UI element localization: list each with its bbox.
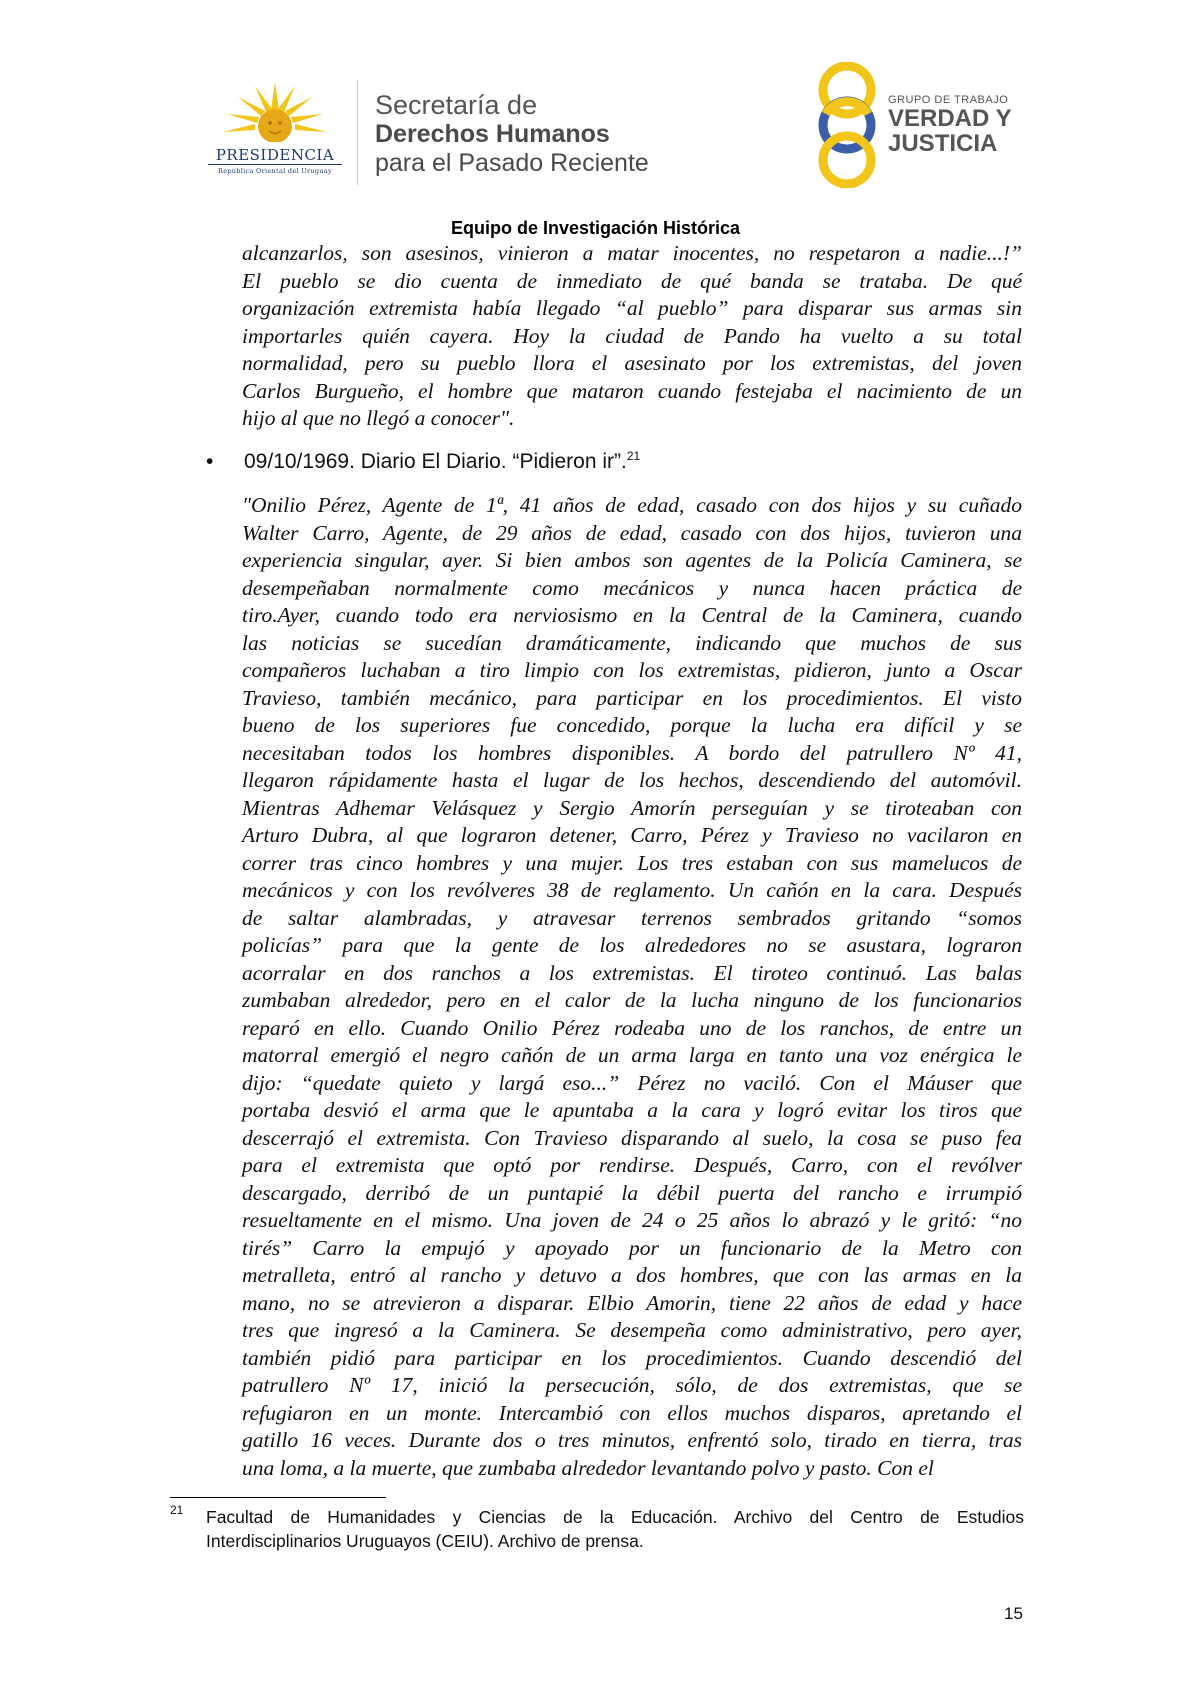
quote-line: hijo al que no llegó a conocer". <box>242 406 515 430</box>
quote-line: bueno de los superiores fue concedido, porque la lucha era difícil y se <box>242 713 1022 737</box>
quote-line: Carlos Burgueño, el hombre que mataron cuando festejaba el nacimiento de un <box>242 378 1022 403</box>
verdad-justicia-logo <box>812 62 1032 188</box>
quote-block-2 <box>242 492 1022 1482</box>
verdad-label: VERDAD Y <box>888 105 1012 132</box>
grupo-label: GRUPO DE TRABAJO <box>888 94 1009 106</box>
header-divider <box>357 80 358 185</box>
quote-line: Walter Carro, Agente, de 29 años de edad, casado con dos hijos, tuvieron una <box>242 520 1022 545</box>
quote-line: resueltamente en el mismo. Una joven de 24 o 25 años lo abrazó y le gritó: “no <box>242 1208 1022 1232</box>
quote-line: una loma, a la muerte, que zumbaba alrededor levantando polvo y pasto. Con el <box>242 1455 934 1480</box>
quote-line: tiro.Ayer, cuando todo era nerviosismo en la Central de la Caminera, cuando <box>242 603 1022 627</box>
footnote-text <box>206 1505 1024 1553</box>
quote-line: las noticias se sucedían dramáticamente, indicando que muchos de sus <box>242 630 1022 655</box>
footnote-number: 21 <box>170 1503 184 1517</box>
quote-line: organización extremista había llegado “al pueblo” para disparar sus armas sin <box>242 296 1022 320</box>
quote-line: mano, no se atrevieron a disparar. Elbio Amorin, tiene 22 años de edad y hace <box>242 1290 1022 1315</box>
quote-line: acorralar en dos ranchos a los extremistas. El tiroteo continuó. Las balas <box>242 960 1022 985</box>
footnote-line: Interdisciplinarios Uruguayos (CEIU). Archivo de prensa. <box>206 1531 644 1551</box>
presidencia-logo <box>200 80 350 180</box>
secretaria-line-3: para el Pasado Reciente <box>375 149 649 177</box>
quote-line: compañeros luchaban a tiro limpio con los extremistas, pidieron, junto a Oscar <box>242 658 1022 682</box>
footnote-rule <box>170 1497 386 1498</box>
presidencia-sublabel: República Oriental del Uruguay <box>218 167 332 175</box>
quote-line: llegaron rápidamente hasta el lugar de los hechos, descendiendo del automóvil. <box>242 768 1022 792</box>
presidencia-label: PRESIDENCIA <box>215 146 335 164</box>
quote-line: portaba desvió el arma que le apuntaba a la cara y logró evitar los tiros que <box>242 1098 1022 1122</box>
quote-line: patrullero Nº 17, inició la persecución, sólo, de dos extremistas, que se <box>242 1373 1022 1397</box>
quote-line: normalidad, pero su pueblo llora el asesinato por los extremistas, del joven <box>242 351 1022 375</box>
quote-line: Arturo Dubra, al que lograron detener, Carro, Pérez y Travieso no vacilaron en <box>242 823 1022 847</box>
footnote-ref[interactable]: 21 <box>626 449 641 463</box>
quote-block-1 <box>242 240 1022 433</box>
quote-line: gatillo 16 veces. Durante dos o tres minutos, enfrentó solo, tirado en tierra, tras <box>242 1428 1022 1452</box>
quote-line: metralleta, entró al rancho y detuvo a dos hombres, que con las armas en la <box>242 1263 1022 1287</box>
quote-line: policías” para que la gente de los alrededores no se asustara, lograron <box>242 933 1022 957</box>
page-number: 15 <box>1004 1604 1023 1623</box>
team-title: Equipo de Investigación Histórica <box>450 218 741 238</box>
quote-line: Travieso, también mecánico, para participar en los procedimientos. El visto <box>242 685 1022 710</box>
quote-line: de saltar alambradas, y atravesar terrenos sembrados gritando “somos <box>242 905 1022 930</box>
quote-line: importarles quién cayera. Hoy la ciudad de Pando ha vuelto a su total <box>242 323 1022 348</box>
quote-line: para el extremista que optó por rendirse. Después, Carro, con el revólver <box>242 1153 1022 1177</box>
rings-icon <box>812 62 882 188</box>
quote-line: zumbaban alrededor, pero en el calor de la lucha ninguno de los funcionarios <box>242 988 1022 1012</box>
secretaria-title <box>375 91 649 178</box>
secretaria-line-1: Secretaría de <box>375 90 538 120</box>
quote-line: descargado, derribó de un puntapié la débil puerta del rancho e irrumpió <box>242 1180 1022 1205</box>
quote-line: necesitaban todos los hombres disponibles. A bordo del patrullero Nº 41, <box>242 740 1022 765</box>
footnote-line: Facultad de Humanidades y Ciencias de la Educación. Archivo del Centro de Estudios <box>206 1507 1024 1527</box>
quote-line: descerrajó el extremista. Con Travieso disparando al suelo, la cosa se puso fea <box>242 1125 1022 1150</box>
quote-line: tirés” Carro la empujó y apoyado por un funcionario de la Metro con <box>242 1235 1022 1260</box>
bullet-item <box>206 449 640 474</box>
verdad-justicia-text <box>888 94 1012 156</box>
quote-line: "Onilio Pérez, Agente de 1ª, 41 años de edad, casado con dos hijos y su cuñado <box>242 493 1022 517</box>
quote-line: desempeñaban normalmente como mecánicos y nunca hacen práctica de <box>242 575 1022 600</box>
secretaria-line-2: Derechos Humanos <box>375 120 610 148</box>
quote-line: Mientras Adhemar Velásquez y Sergio Amorín perseguían y se tiroteaban con <box>242 795 1022 820</box>
quote-line: alcanzarlos, son asesinos, vinieron a matar inocentes, no respetaron a nadie...!” <box>242 241 1022 265</box>
quote-line: experiencia singular, ayer. Si bien ambos son agentes de la Policía Caminera, se <box>242 548 1022 572</box>
bullet-icon: • <box>206 450 214 473</box>
quote-line: dijo: “quedate quieto y largá eso...” Pérez no vaciló. Con el Máuser que <box>242 1070 1022 1095</box>
quote-line: El pueblo se dio cuenta de inmediato de qué banda se trataba. De qué <box>242 268 1022 293</box>
presidencia-divider <box>208 164 342 165</box>
bullet-text: 09/10/1969. Diario El Diario. “Pidieron ir”. <box>244 450 627 473</box>
quote-line: también pidió para participar en los procedimientos. Cuando descendió del <box>242 1345 1022 1370</box>
quote-line: matorral emergió el negro cañón de un arma larga en tanto una voz enérgica le <box>242 1043 1022 1067</box>
quote-line: mecánicos y con los revólveres 38 de reglamento. Un cañón en la cara. Después <box>242 878 1022 902</box>
quote-line: tres que ingresó a la Caminera. Se desempeña como administrativo, pero ayer, <box>242 1318 1022 1342</box>
quote-line: refugiaron en un monte. Intercambió con ellos muchos disparos, apretando el <box>242 1400 1022 1425</box>
quote-line: reparó en ello. Cuando Onilio Pérez rodeaba uno de los ranchos, de entre un <box>242 1015 1022 1040</box>
justicia-label: JUSTICIA <box>888 130 998 157</box>
quote-line: correr tras cinco hombres y una mujer. Los tres estaban con sus mamelucos de <box>242 850 1022 875</box>
